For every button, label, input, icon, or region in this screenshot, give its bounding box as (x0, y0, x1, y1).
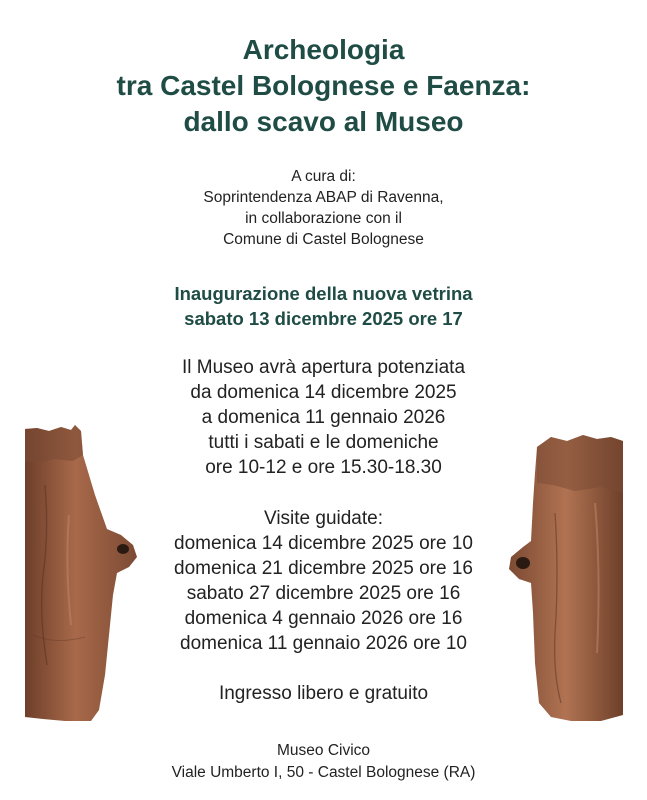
inauguration-line: Inaugurazione della nuova vetrina (174, 283, 473, 304)
opening-line: ore 10-12 e ore 15.30-18.30 (205, 457, 442, 478)
inauguration-line: sabato 13 dicembre 2025 ore 17 (184, 308, 463, 329)
opening-line: tutti i sabati e le domeniche (208, 432, 439, 453)
guided-visit-date: sabato 27 dicembre 2025 ore 16 (186, 583, 461, 604)
opening-line: Il Museo avrà apertura potenziata (181, 357, 466, 378)
curated-line: Comune di Castel Bolognese (223, 231, 424, 248)
guided-visits-heading: Visite guidate: (263, 508, 383, 529)
venue-address: Viale Umberto I, 50 - Castel Bolognese (RA) (171, 764, 476, 781)
curated-line: in collaborazione con il (245, 210, 402, 227)
right-vase-fragment-image (505, 433, 623, 723)
left-vase-fragment-image (25, 425, 140, 725)
curated-by (0, 166, 647, 250)
title-line: dallo scavo al Museo (183, 106, 464, 137)
guided-visit-date: domenica 11 gennaio 2026 ore 10 (180, 633, 467, 654)
inauguration (0, 281, 647, 331)
guided-visit-date: domenica 14 dicembre 2025 ore 10 (174, 533, 473, 554)
curated-line: Soprintendenza ABAP di Ravenna, (203, 189, 444, 206)
opening-line: a domenica 11 gennaio 2026 (201, 407, 446, 428)
title-line: Archeologia (242, 34, 405, 65)
poster-title (0, 32, 647, 140)
title-line: tra Castel Bolognese e Faenza: (116, 70, 531, 101)
guided-visit-date: domenica 4 gennaio 2026 ore 16 (184, 608, 463, 629)
free-entry-text: Ingresso libero e gratuito (218, 683, 429, 704)
opening-line: da domenica 14 dicembre 2025 (190, 382, 457, 403)
curated-line: A cura di: (291, 168, 356, 185)
guided-visit-date: domenica 21 dicembre 2025 ore 16 (174, 558, 473, 579)
venue-footer (0, 740, 647, 784)
venue-name: Museo Civico (276, 742, 371, 759)
